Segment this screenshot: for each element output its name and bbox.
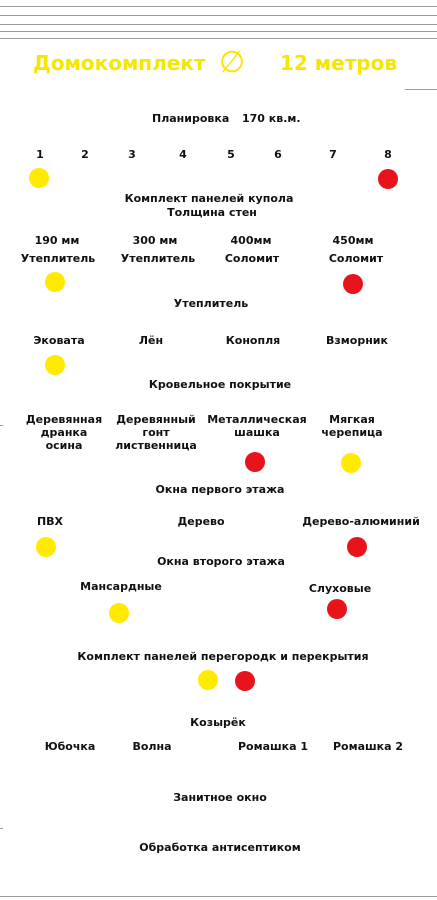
canopy-option-chamomile-2[interactable]: Ромашка 2 bbox=[332, 740, 404, 753]
canopy-option-chamomile-1[interactable]: Ромашка 1 bbox=[237, 740, 309, 753]
top-stripe bbox=[0, 38, 437, 39]
roofing-option-larch[interactable]: Деревянный гонт лиственница bbox=[115, 413, 197, 452]
antiseptic-title[interactable]: Обработка антисептиком bbox=[139, 841, 301, 854]
layout-option-4[interactable]: 4 bbox=[179, 148, 187, 161]
top-stripe bbox=[0, 31, 437, 32]
diameter-icon: ∅ bbox=[219, 45, 246, 80]
layout-label: Планировка bbox=[152, 112, 230, 125]
windows-second-option-dormer[interactable]: Слуховые bbox=[308, 582, 372, 595]
top-stripe bbox=[0, 6, 437, 7]
layout-option-dot[interactable] bbox=[378, 169, 398, 189]
insulation-title: Утеплитель bbox=[173, 297, 249, 310]
thickness-option-300[interactable]: 300 мм bbox=[132, 234, 178, 247]
canopy-option-skirt[interactable]: Юбочка bbox=[44, 740, 96, 753]
wall-thickness-subtitle: Толщина стен bbox=[167, 206, 257, 219]
layout-area: 170 кв.м. bbox=[242, 112, 301, 125]
partitions-title: Комплект панелей перегородк и перекрытия bbox=[77, 650, 369, 663]
insulation-option-hemp[interactable]: Конопля bbox=[225, 334, 281, 347]
thickness-material-1: Утеплитель bbox=[20, 252, 96, 265]
roofing-option-soft-tile[interactable]: Мягкая черепица bbox=[321, 413, 383, 439]
roofing-title: Кровельное покрытие bbox=[148, 378, 292, 391]
layout-option-2[interactable]: 2 bbox=[81, 148, 89, 161]
thickness-material-2: Утеплитель bbox=[120, 252, 196, 265]
edge-tick bbox=[0, 425, 3, 426]
header-divider bbox=[405, 89, 437, 90]
thickness-option-dot[interactable] bbox=[343, 274, 363, 294]
windows-second-option-dot[interactable] bbox=[327, 599, 347, 619]
windows-first-option-wood[interactable]: Дерево bbox=[177, 515, 225, 528]
edge-tick bbox=[0, 828, 3, 829]
thickness-option-450[interactable]: 450мм bbox=[332, 234, 374, 247]
thickness-material-3: Соломит bbox=[224, 252, 280, 265]
product-title: Домокомплект bbox=[33, 51, 206, 75]
windows-first-option-wood-aluminium[interactable]: Дерево-алюминий bbox=[302, 515, 420, 528]
canopy-title: Козырёк bbox=[190, 716, 246, 729]
insulation-option-flax[interactable]: Лён bbox=[138, 334, 164, 347]
sun-window-title[interactable]: Занитное окно bbox=[173, 791, 267, 804]
layout-selected-dot[interactable] bbox=[29, 168, 49, 188]
layout-option-3[interactable]: 3 bbox=[128, 148, 136, 161]
roofing-option-aspen[interactable]: Деревянная дранка осина bbox=[25, 413, 103, 452]
thickness-option-400[interactable]: 400мм bbox=[230, 234, 272, 247]
top-stripe bbox=[0, 24, 437, 25]
size-label: 12 метров bbox=[280, 51, 398, 75]
insulation-selected-dot[interactable] bbox=[45, 355, 65, 375]
layout-option-5[interactable]: 5 bbox=[227, 148, 235, 161]
thickness-material-4: Соломит bbox=[328, 252, 384, 265]
roofing-selected-dot[interactable] bbox=[341, 453, 361, 473]
windows-first-option-pvc[interactable]: ПВХ bbox=[36, 515, 64, 528]
canopy-option-wave[interactable]: Волна bbox=[132, 740, 172, 753]
roofing-option-dot[interactable] bbox=[245, 452, 265, 472]
dome-panels-title: Комплект панелей купола bbox=[124, 192, 294, 205]
windows-first-selected-dot[interactable] bbox=[36, 537, 56, 557]
windows-second-title: Окна второго этажа bbox=[157, 555, 285, 568]
layout-option-7[interactable]: 7 bbox=[329, 148, 337, 161]
layout-option-6[interactable]: 6 bbox=[274, 148, 282, 161]
bottom-divider bbox=[0, 896, 437, 897]
windows-second-selected-dot[interactable] bbox=[109, 603, 129, 623]
roofing-option-metal[interactable]: Металлическая шашка bbox=[207, 413, 307, 439]
windows-first-option-dot[interactable] bbox=[347, 537, 367, 557]
partitions-option-dot[interactable] bbox=[235, 671, 255, 691]
thickness-option-190[interactable]: 190 мм bbox=[34, 234, 80, 247]
layout-option-8[interactable]: 8 bbox=[384, 148, 392, 161]
insulation-option-seagrass[interactable]: Взморник bbox=[326, 334, 388, 347]
layout-option-1[interactable]: 1 bbox=[36, 148, 44, 161]
thickness-selected-dot[interactable] bbox=[45, 272, 65, 292]
top-stripe bbox=[0, 15, 437, 16]
windows-second-option-mansard[interactable]: Мансардные bbox=[80, 580, 162, 593]
insulation-option-ecowool[interactable]: Эковата bbox=[33, 334, 85, 347]
windows-first-title: Окна первого этажа bbox=[155, 483, 285, 496]
partitions-selected-dot[interactable] bbox=[198, 670, 218, 690]
